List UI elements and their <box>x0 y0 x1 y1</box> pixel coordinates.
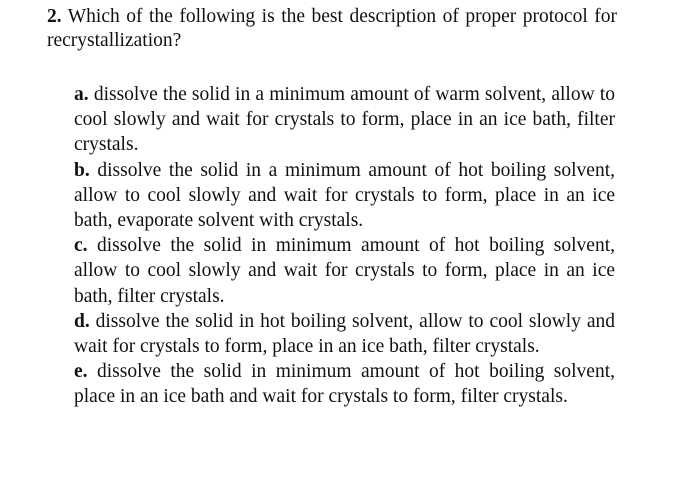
option-b-text: dissolve the solid in a minimum amount of hot boiling solvent, allow to cool slowly and wait for crystals to form, place in an ice bath, evaporate solvent with crystals. <box>74 159 616 232</box>
option-c-text: dissolve the solid in minimum amount of hot boiling solvent, allow to cool slowly and wait for crystals to form, place in an ice bath, filter crystals. <box>74 235 615 307</box>
option-d-letter: d. <box>74 310 90 332</box>
option-a-letter: a. <box>74 84 89 105</box>
answer-options <box>74 82 615 410</box>
option-e <box>74 359 615 409</box>
question-text: Which of the following is the best description of proper protocol for recrystallization? <box>47 6 617 51</box>
question-number: 2. <box>47 6 62 27</box>
option-e-letter: e. <box>74 361 88 383</box>
option-c <box>74 233 615 309</box>
option-a <box>74 82 615 158</box>
option-c-letter: c. <box>74 235 88 257</box>
option-b <box>74 158 615 234</box>
option-b-letter: b. <box>74 159 90 181</box>
option-d <box>74 309 615 359</box>
option-e-text: dissolve the solid in minimum amount of hot boiling solvent, place in an ice bath and wait for crystals to form, filter crystals. <box>74 361 615 408</box>
option-a-text: dissolve the solid in a minimum amount of warm solvent, allow to cool slowly and wait for crystals to form, place in an ice bath, filter crystals. <box>74 84 615 156</box>
question-stem <box>47 5 617 53</box>
option-d-text: dissolve the solid in hot boiling solvent, allow to cool slowly and wait for crystals to form, place in an ice bath, filter crystals. <box>74 310 615 358</box>
